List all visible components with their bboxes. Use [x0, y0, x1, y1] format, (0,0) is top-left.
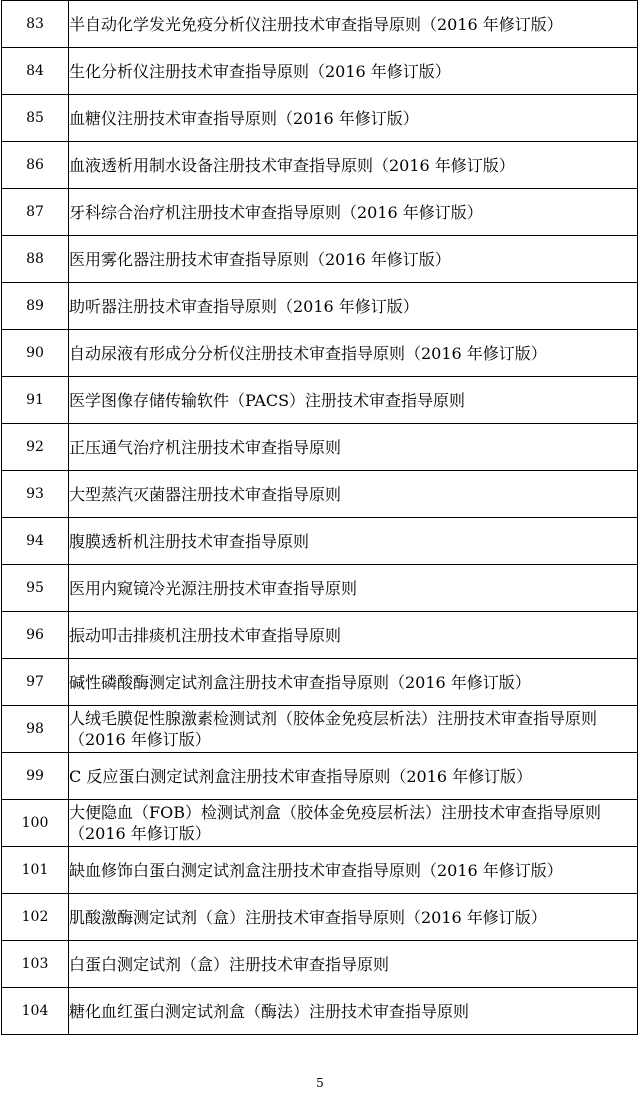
table-row: [2, 941, 638, 988]
row-number: 95: [2, 565, 69, 612]
row-number: 96: [2, 612, 69, 659]
table-row: [2, 753, 638, 800]
row-number: 99: [2, 753, 69, 800]
table-row: [2, 659, 638, 706]
row-title: 医用雾化器注册技术审查指导原则（2016 年修订版）: [69, 236, 638, 283]
row-title: 半自动化学发光免疫分析仪注册技术审查指导原则（2016 年修订版）: [69, 1, 638, 48]
row-title: 助听器注册技术审查指导原则（2016 年修订版）: [69, 283, 638, 330]
row-number: 100: [2, 800, 69, 847]
table-row: [2, 800, 638, 847]
row-number: 92: [2, 424, 69, 471]
table-row: [2, 95, 638, 142]
row-title: 生化分析仪注册技术审查指导原则（2016 年修订版）: [69, 48, 638, 95]
table-row: [2, 236, 638, 283]
row-number: 85: [2, 95, 69, 142]
row-title: 糖化血红蛋白测定试剂盒（酶法）注册技术审查指导原则: [69, 988, 638, 1035]
table-row: [2, 847, 638, 894]
row-number: 104: [2, 988, 69, 1035]
row-number: 84: [2, 48, 69, 95]
table-row: [2, 518, 638, 565]
row-title: 腹膜透析机注册技术审查指导原则: [69, 518, 638, 565]
row-number: 86: [2, 142, 69, 189]
row-title: 自动尿液有形成分分析仪注册技术审查指导原则（2016 年修订版）: [69, 330, 638, 377]
table-row: [2, 565, 638, 612]
row-title: 碱性磷酸酶测定试剂盒注册技术审查指导原则（2016 年修订版）: [69, 659, 638, 706]
row-number: 93: [2, 471, 69, 518]
guideline-table: [1, 0, 638, 1035]
table-row: [2, 471, 638, 518]
table-row: [2, 1, 638, 48]
row-number: 83: [2, 1, 69, 48]
row-title: 血糖仪注册技术审查指导原则（2016 年修订版）: [69, 95, 638, 142]
table-row: [2, 894, 638, 941]
row-number: 101: [2, 847, 69, 894]
row-title: 人绒毛膜促性腺激素检测试剂（胶体金免疫层析法）注册技术审查指导原则（2016 年修订版）: [69, 706, 638, 753]
page-number: 5: [316, 1076, 324, 1090]
row-title: 白蛋白测定试剂（盒）注册技术审查指导原则: [69, 941, 638, 988]
row-title: 大型蒸汽灭菌器注册技术审查指导原则: [69, 471, 638, 518]
table-row: [2, 706, 638, 753]
row-number: 87: [2, 189, 69, 236]
table-row: [2, 48, 638, 95]
row-title: 血液透析用制水设备注册技术审查指导原则（2016 年修订版）: [69, 142, 638, 189]
table-row: [2, 330, 638, 377]
row-number: 97: [2, 659, 69, 706]
row-number: 98: [2, 706, 69, 753]
table-row: [2, 142, 638, 189]
table-row: [2, 612, 638, 659]
row-title: 缺血修饰白蛋白测定试剂盒注册技术审查指导原则（2016 年修订版）: [69, 847, 638, 894]
row-number: 102: [2, 894, 69, 941]
row-number: 88: [2, 236, 69, 283]
row-title: 牙科综合治疗机注册技术审查指导原则（2016 年修订版）: [69, 189, 638, 236]
row-number: 103: [2, 941, 69, 988]
table-row: [2, 189, 638, 236]
row-title: 大便隐血（FOB）检测试剂盒（胶体金免疫层析法）注册技术审查指导原则（2016 年修订版）: [69, 800, 638, 847]
row-number: 89: [2, 283, 69, 330]
table-row: [2, 377, 638, 424]
row-title: 肌酸激酶测定试剂（盒）注册技术审查指导原则（2016 年修订版）: [69, 894, 638, 941]
row-title: 正压通气治疗机注册技术审查指导原则: [69, 424, 638, 471]
table-row: [2, 424, 638, 471]
row-number: 91: [2, 377, 69, 424]
row-title: 振动叩击排痰机注册技术审查指导原则: [69, 612, 638, 659]
row-title: 医用内窥镜冷光源注册技术审查指导原则: [69, 565, 638, 612]
table-row: [2, 988, 638, 1035]
row-title: C 反应蛋白测定试剂盒注册技术审查指导原则（2016 年修订版）: [69, 753, 638, 800]
row-title: 医学图像存储传输软件（PACS）注册技术审查指导原则: [69, 377, 638, 424]
row-number: 90: [2, 330, 69, 377]
row-number: 94: [2, 518, 69, 565]
table-row: [2, 283, 638, 330]
